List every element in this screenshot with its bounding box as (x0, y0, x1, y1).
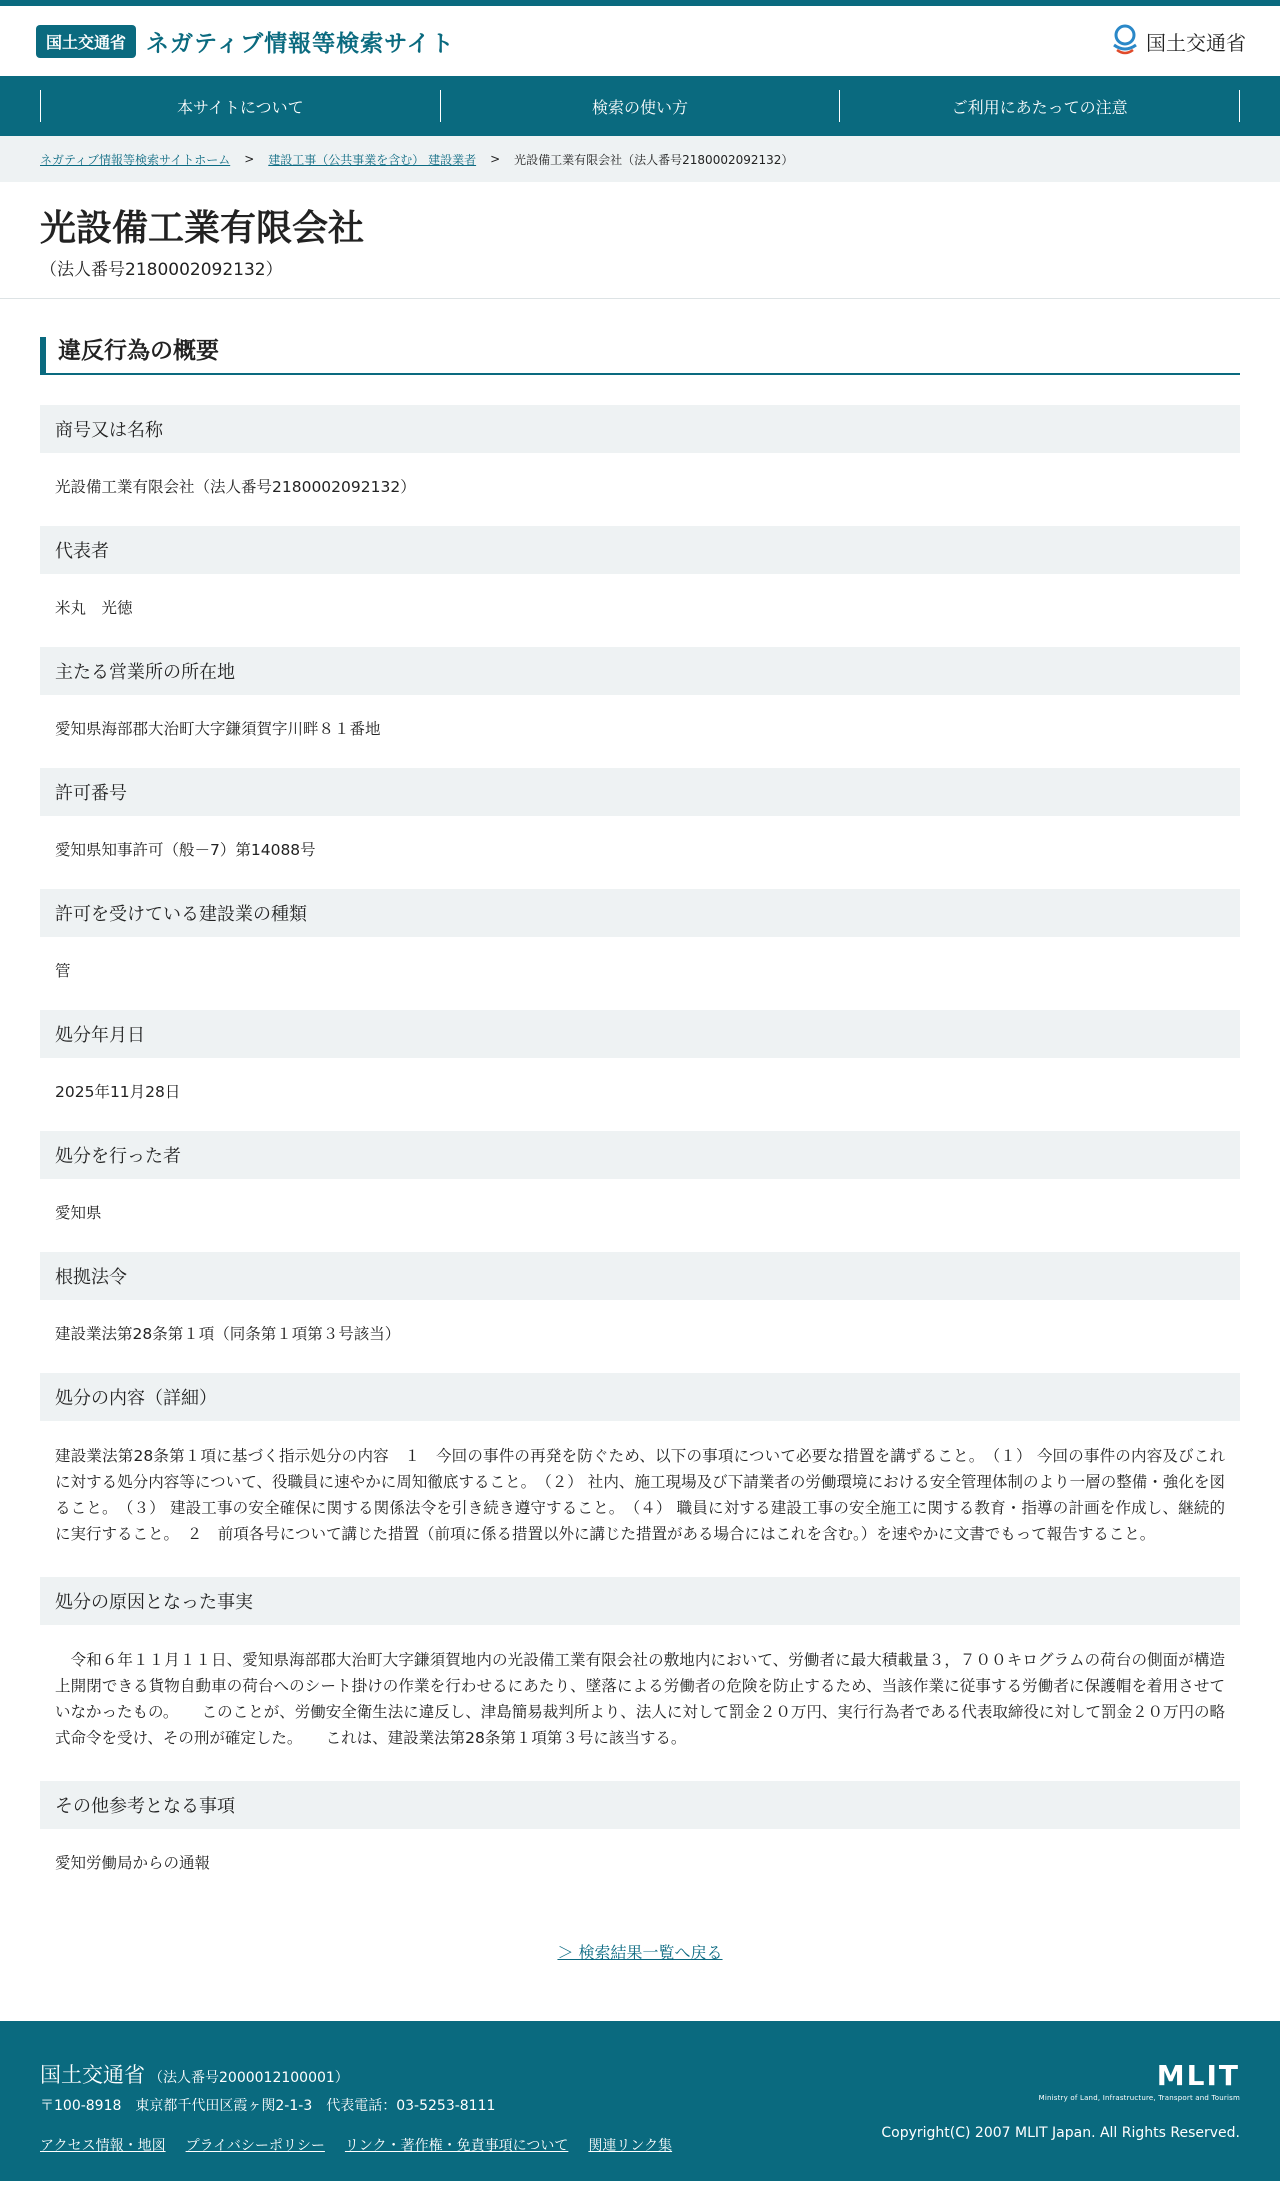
site-title: ネガティブ情報等検索サイト (146, 30, 455, 57)
site-footer (0, 2021, 1280, 2181)
footer-link-copyright[interactable]: リンク・著作権・免責事項について (344, 2138, 569, 2154)
item-label-disposition-date: 処分年月日 (40, 1010, 1240, 1058)
item-value-address: 愛知県海部郡大治町大字鎌須賀字川畔８１番地 (55, 720, 381, 738)
item-value-disposition-details: 建設業法第28条第１項に基づく指示処分の内容 １ 今回の事件の再発を防ぐため、以下の事項について必要な措置を講ずること。 （１） 今回の事件の内容及びこれに対する処分内容等について、役職員に速やかに周知徹底すること。 （２） 社内、施工現場及び下請業者の労働環境における安全管理体制のより一層の整備・強化を図ること。 （３） 建設工事の安全確保に関する関係法令を引き続き遵守すること。 （４） 職員に対する建設工事の安全施工に関する教育・指導の計画を作成し、継続的に実行すること。 ２ 前項各号について講じた措置（前項に係る措置以外に講じた措置がある場合にはこれを含む。）を速やかに文書でもって報告すること。 (55, 1447, 1225, 1543)
breadcrumb-category-link[interactable]: 建設工事（公共事業を含む） 建設業者 (268, 152, 477, 167)
footer-logo-text: MLIT (1156, 2059, 1240, 2092)
item-value-cause-facts: 令和６年１１月１１日、愛知県海部郡大治町大字鎌須賀地内の光設備工業有限会社の敷地内において、労働者に最大積載量３，７００キログラムの荷台の側面が構造上開閉できる貨物自動車の荷台へのシート掛けの作業を行わせるにあたり、墜落による労働者の危険を防止するため、当該作業に従事する労働者に保護帽を着用させていなかったもの。 このことが、労働安全衛生法に違反し、津島簡易裁判所より、法人に対して罰金２０万円、実行行為者である代表取締役に対して罰金２０万円の略式命令を受け、その刑が確定した。 これは、建設業法第28条第１項第３号に該当する。 (55, 1651, 1225, 1747)
breadcrumb-home-link[interactable]: ネガティブ情報等検索サイトホーム (40, 152, 231, 167)
item-value-license-number: 愛知県知事許可（般－7）第14088号 (55, 841, 316, 859)
item-label-address: 主たる営業所の所在地 (40, 647, 1240, 695)
item-label-other-references: その他参考となる事項 (40, 1781, 1240, 1829)
footer-link-related[interactable]: 関連リンク集 (588, 2138, 673, 2154)
footer-link-privacy[interactable]: プライバシーポリシー (185, 2138, 325, 2154)
corp-number: （法人番号2180002092132） (40, 260, 283, 280)
detail-list (40, 405, 1240, 1902)
site-header (0, 6, 1280, 76)
item-label-trade-name: 商号又は名称 (40, 405, 1240, 453)
item-label-cause-facts: 処分の原因となった事実 (40, 1577, 1240, 1625)
item-value-business-type: 管 (55, 962, 71, 980)
item-label-business-type: 許可を受けている建設業の種類 (40, 889, 1240, 937)
back-link-wrap (40, 1902, 1240, 2021)
item-label-license-number: 許可番号 (40, 768, 1240, 816)
nav-item-how-to-search[interactable]: 検索の使い方 (440, 90, 840, 122)
footer-mlit-logo[interactable] (1039, 2059, 1240, 2102)
main-nav (0, 76, 1280, 136)
mlit-emblem-icon (1110, 23, 1140, 59)
footer-logo-subtitle: Ministry of Land, Infrastructure, Transport and Tourism (1038, 2094, 1240, 2102)
item-value-disposing-authority: 愛知県 (55, 1204, 102, 1222)
item-label-representative: 代表者 (40, 526, 1240, 574)
company-title-block (0, 182, 1280, 299)
mlit-logo-text: 国土交通省 (1146, 30, 1246, 55)
ministry-badge: 国土交通省 (36, 25, 136, 58)
footer-copyright: Copyright(C) 2007 MLIT Japan. All Rights Reserved. (881, 2125, 1240, 2141)
item-value-legal-basis: 建設業法第28条第１項（同条第１項第３号該当） (55, 1325, 401, 1343)
mlit-logo[interactable] (1110, 23, 1246, 59)
site-brand[interactable] (36, 25, 455, 58)
item-value-other-references: 愛知労働局からの通報 (55, 1854, 211, 1872)
footer-address: 〒100-8918 東京都千代田区霞ヶ関2-1-3 代表電話：03-5253-8111 (40, 2098, 496, 2114)
breadcrumb-separator: > (244, 152, 255, 166)
item-label-legal-basis: 根拠法令 (40, 1252, 1240, 1300)
main-content (0, 299, 1280, 2021)
nav-item-about[interactable]: 本サイトについて (40, 90, 440, 122)
breadcrumb-current: 光設備工業有限会社（法人番号2180002092132） (514, 152, 794, 167)
nav-item-usage-notes[interactable]: ご利用にあたっての注意 (839, 90, 1240, 122)
item-label-disposition-details: 処分の内容（詳細） (40, 1373, 1240, 1421)
page-title: 光設備工業有限会社 (40, 208, 365, 249)
back-to-results-link[interactable]: ＞ 検索結果一覧へ戻る (557, 1943, 723, 1962)
item-label-disposing-authority: 処分を行った者 (40, 1131, 1240, 1179)
footer-org-corp-number: （法人番号2000012100001） (149, 2070, 349, 2086)
footer-org-name: 国土交通省 (40, 2063, 145, 2087)
item-value-disposition-date: 2025年11月28日 (55, 1083, 181, 1101)
breadcrumb (0, 136, 1280, 182)
breadcrumb-separator: > (490, 152, 501, 166)
section-heading: 違反行為の概要 (40, 337, 1240, 375)
item-value-representative: 米丸 光徳 (55, 599, 133, 617)
footer-link-access[interactable]: アクセス情報・地図 (40, 2138, 166, 2154)
item-value-trade-name: 光設備工業有限会社（法人番号2180002092132） (55, 478, 416, 496)
